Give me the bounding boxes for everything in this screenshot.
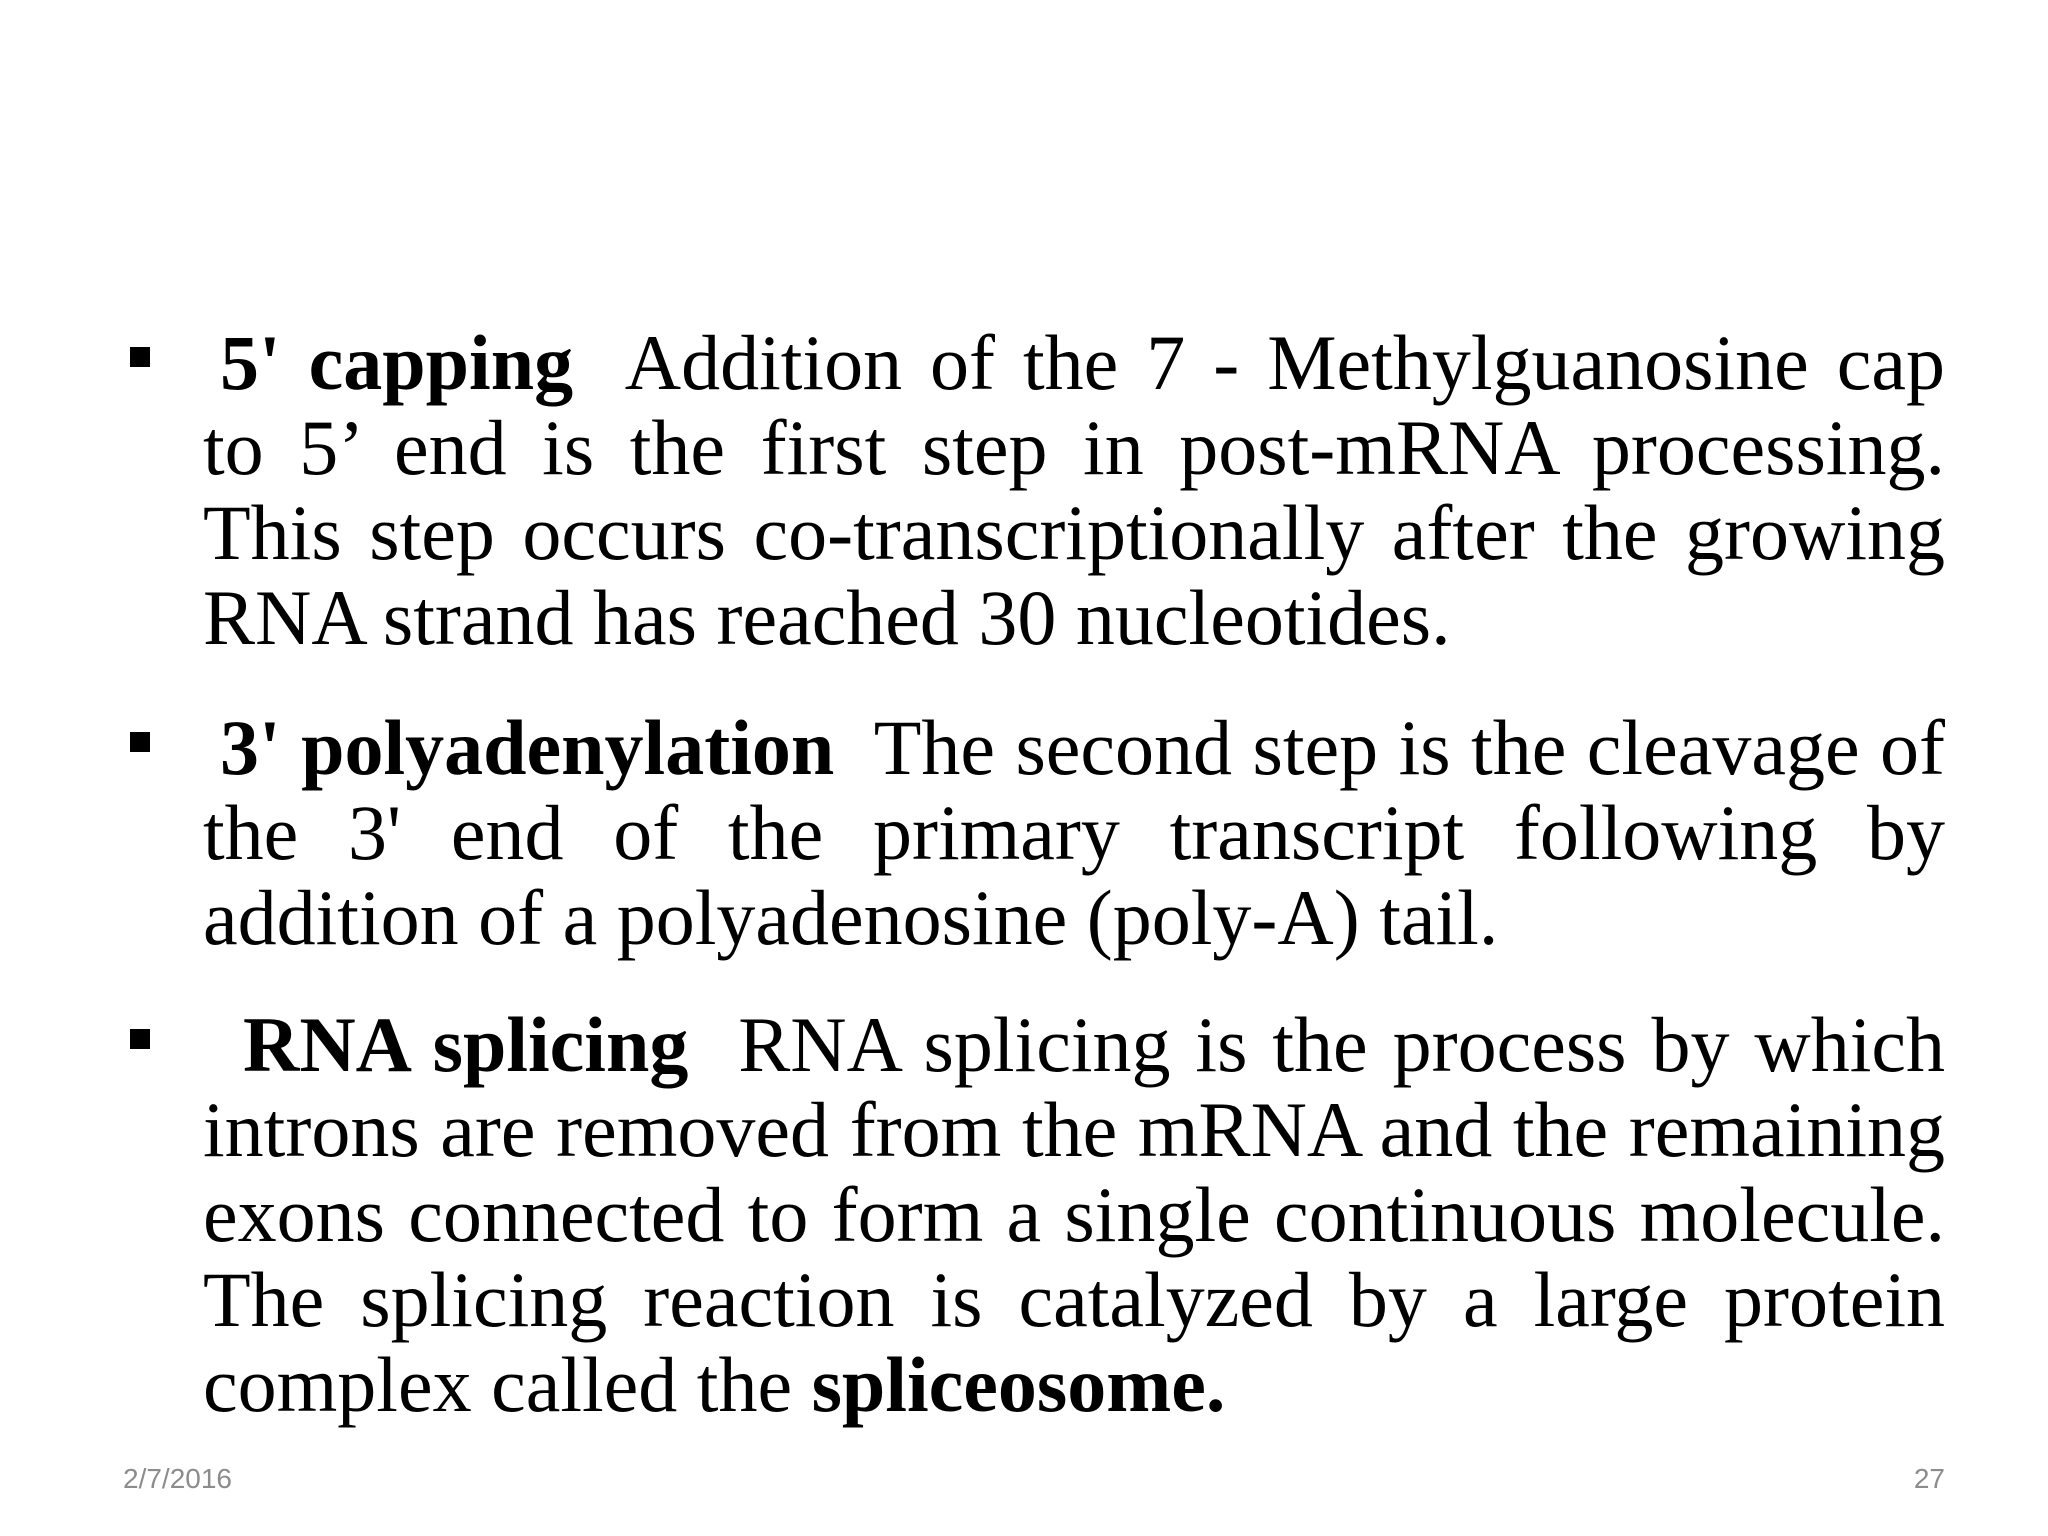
bullet-trailing-bold: spliceosome.	[811, 1341, 1226, 1428]
square-bullet-icon	[130, 1029, 150, 1049]
bullet-paragraph	[203, 1002, 1945, 1427]
slide-number: 27	[1913, 1463, 1945, 1494]
bullet-term: 5' capping	[220, 319, 574, 406]
bullet-term: 3' polyadenylation	[220, 704, 835, 791]
square-bullet-icon	[130, 347, 150, 367]
square-bullet-icon	[130, 732, 150, 752]
footer-date: 2/7/2016	[123, 1463, 232, 1494]
bullet-term: RNA splicing	[243, 1001, 689, 1088]
bullet-text: RNA splicing is the process by which introns are removed from the mRNA and the remaining exons connected to form a single continuous molecule. The splicing reaction is catalyzed by a large protein complex called the	[203, 1001, 1945, 1428]
bullet-text: Addition of the 7 - Methylguanosine cap to 5’ end is the first step in post-mRNA processing. This step occurs co-transcriptionally after the growing RNA strand has reached 30 nucleotides.	[203, 319, 1945, 661]
bullet-paragraph	[203, 320, 1945, 660]
bullet-paragraph	[203, 705, 1945, 960]
bullet-text: The second step is the cleavage of the 3' end of the primary transcript following by addition of a polyadenosine (poly-A) tail.	[203, 704, 1945, 961]
